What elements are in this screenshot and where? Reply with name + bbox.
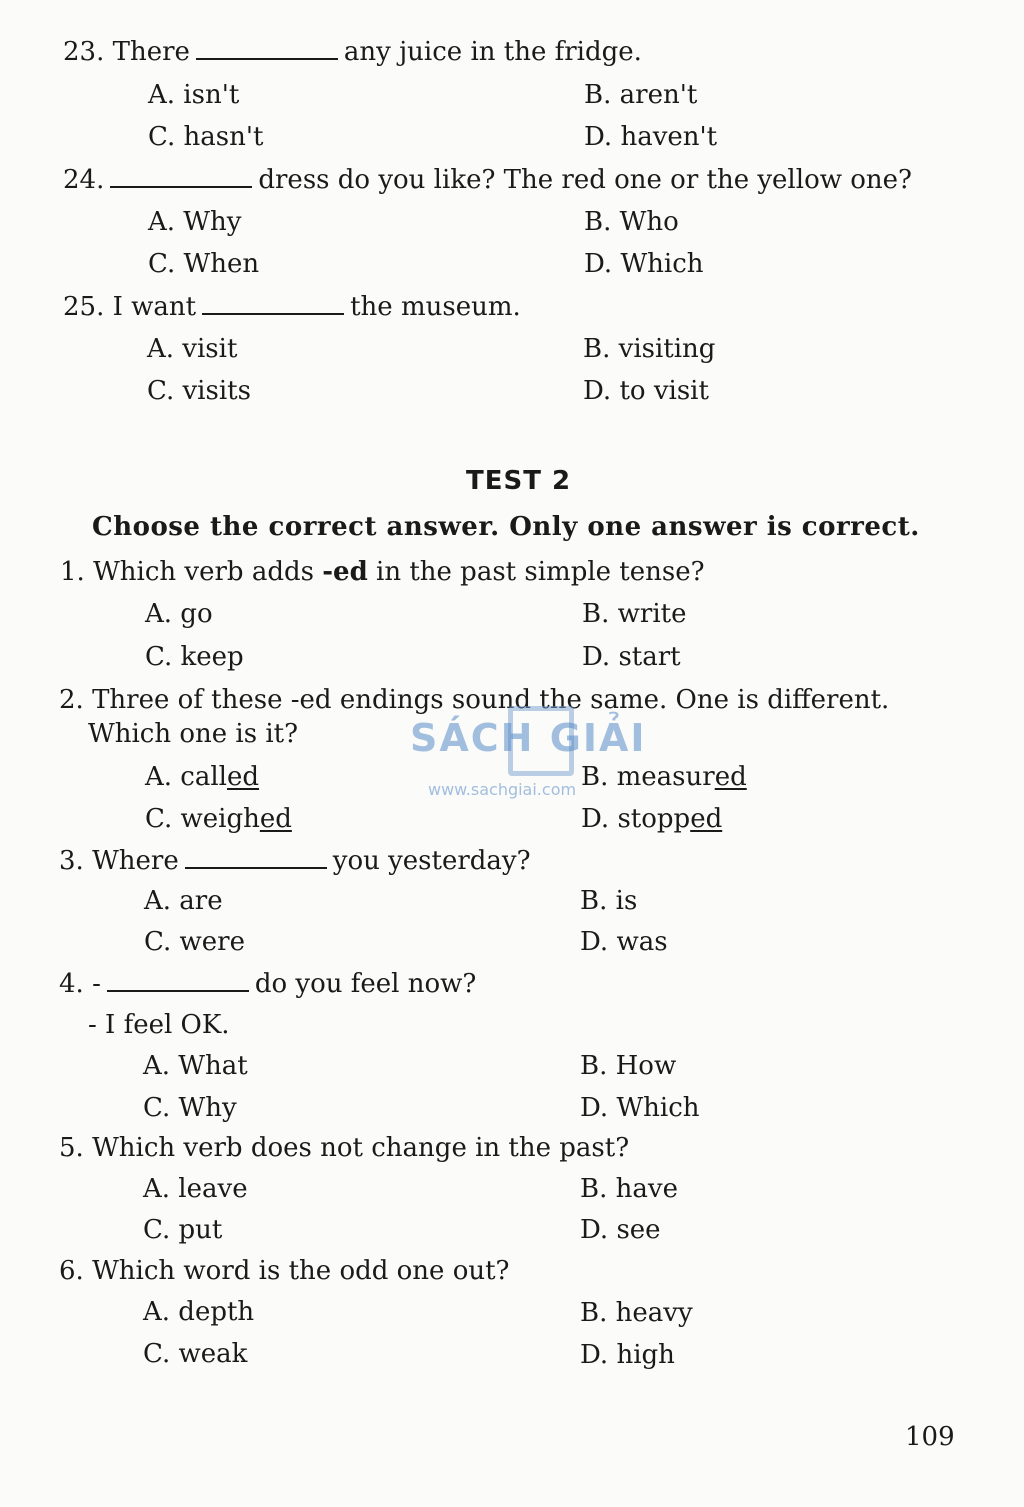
watermark-logo: SÁCH GIẢI bbox=[410, 716, 647, 760]
option-a: A. Why bbox=[148, 207, 242, 237]
watermark-url: www.sachgiai.com bbox=[428, 780, 577, 799]
question-3 bbox=[59, 846, 531, 876]
option-a: A. go bbox=[145, 599, 213, 629]
option-d: D. was bbox=[580, 927, 668, 957]
question-23 bbox=[63, 37, 642, 67]
question-25 bbox=[63, 292, 521, 322]
question-5: 5. Which verb does not change in the past? bbox=[59, 1133, 630, 1163]
option-a: A. isn't bbox=[148, 80, 240, 110]
option-c-stem: C. weigh bbox=[145, 804, 260, 834]
option-d: D. high bbox=[580, 1340, 675, 1370]
question-2-line2: Which one is it? bbox=[88, 719, 299, 749]
option-a: A. depth bbox=[143, 1297, 255, 1327]
answer-blank bbox=[196, 38, 338, 60]
option-d: D. Which bbox=[580, 1093, 700, 1123]
question-1 bbox=[60, 557, 705, 587]
option-a: A. leave bbox=[143, 1174, 248, 1204]
answer-blank bbox=[202, 293, 344, 315]
option-c: C. put bbox=[143, 1215, 223, 1245]
option-d bbox=[581, 804, 722, 834]
question-25-stem: 25. I want bbox=[63, 292, 197, 322]
option-c: C. visits bbox=[147, 376, 251, 406]
option-c-ending: ed bbox=[259, 804, 292, 834]
answer-blank bbox=[185, 847, 327, 869]
question-4-stem: 4. - bbox=[59, 969, 101, 999]
question-1-post: in the past simple tense? bbox=[367, 557, 705, 587]
question-23-stem: 23. There bbox=[63, 37, 190, 67]
option-a: A. visit bbox=[147, 334, 238, 364]
option-b bbox=[581, 762, 747, 792]
question-1-bold: -ed bbox=[322, 557, 368, 587]
option-d: D. to visit bbox=[583, 376, 709, 406]
option-d-stem: D. stopp bbox=[581, 804, 691, 834]
page-number: 109 bbox=[905, 1422, 955, 1452]
option-a bbox=[145, 762, 259, 792]
option-c: C. were bbox=[144, 927, 245, 957]
answer-blank bbox=[107, 970, 249, 992]
option-b: B. write bbox=[582, 599, 687, 629]
option-b: B. visiting bbox=[583, 334, 716, 364]
option-d: D. Which bbox=[584, 249, 704, 279]
option-a-ending: ed bbox=[227, 762, 260, 792]
option-b-stem: B. measur bbox=[581, 762, 715, 792]
option-c: C. Why bbox=[143, 1093, 237, 1123]
answer-blank bbox=[110, 166, 252, 188]
question-4-reply: - I feel OK. bbox=[88, 1010, 230, 1040]
question-23-rest: any juice in the fridge. bbox=[343, 37, 642, 67]
option-c bbox=[145, 804, 292, 834]
option-d: D. haven't bbox=[584, 122, 718, 152]
question-3-stem: 3. Where bbox=[59, 846, 179, 876]
option-b: B. Who bbox=[584, 207, 679, 237]
test-heading: TEST 2 bbox=[466, 466, 572, 496]
option-b-ending: ed bbox=[714, 762, 747, 792]
option-d: D. see bbox=[580, 1215, 661, 1245]
question-1-pre: 1. Which verb adds bbox=[60, 557, 323, 587]
option-c: C. keep bbox=[145, 642, 244, 672]
option-a: A. What bbox=[143, 1051, 248, 1081]
option-a: A. are bbox=[144, 886, 223, 916]
instruction-text: Choose the correct answer. Only one answer is correct. bbox=[92, 512, 920, 542]
option-a-stem: A. call bbox=[145, 762, 227, 792]
option-b: B. is bbox=[580, 886, 638, 916]
option-c: C. hasn't bbox=[148, 122, 264, 152]
option-d-ending: ed bbox=[690, 804, 723, 834]
question-3-rest: you yesterday? bbox=[332, 846, 531, 876]
question-4 bbox=[59, 969, 476, 999]
option-c: C. weak bbox=[143, 1339, 248, 1369]
option-c: C. When bbox=[148, 249, 260, 279]
question-2-line1: 2. Three of these -ed endings sound the same. One is different. bbox=[59, 685, 890, 715]
question-25-rest: the museum. bbox=[350, 292, 521, 322]
question-4-rest: do you feel now? bbox=[254, 969, 477, 999]
option-b: B. heavy bbox=[580, 1298, 693, 1328]
option-d: D. start bbox=[582, 642, 681, 672]
option-b: B. have bbox=[580, 1174, 678, 1204]
question-24-stem: 24. bbox=[63, 165, 105, 195]
option-b: B. aren't bbox=[584, 80, 698, 110]
question-24 bbox=[63, 165, 912, 195]
question-6: 6. Which word is the odd one out? bbox=[59, 1256, 510, 1286]
option-b: B. How bbox=[580, 1051, 677, 1081]
question-24-rest: dress do you like? The red one or the yellow one? bbox=[258, 165, 912, 195]
